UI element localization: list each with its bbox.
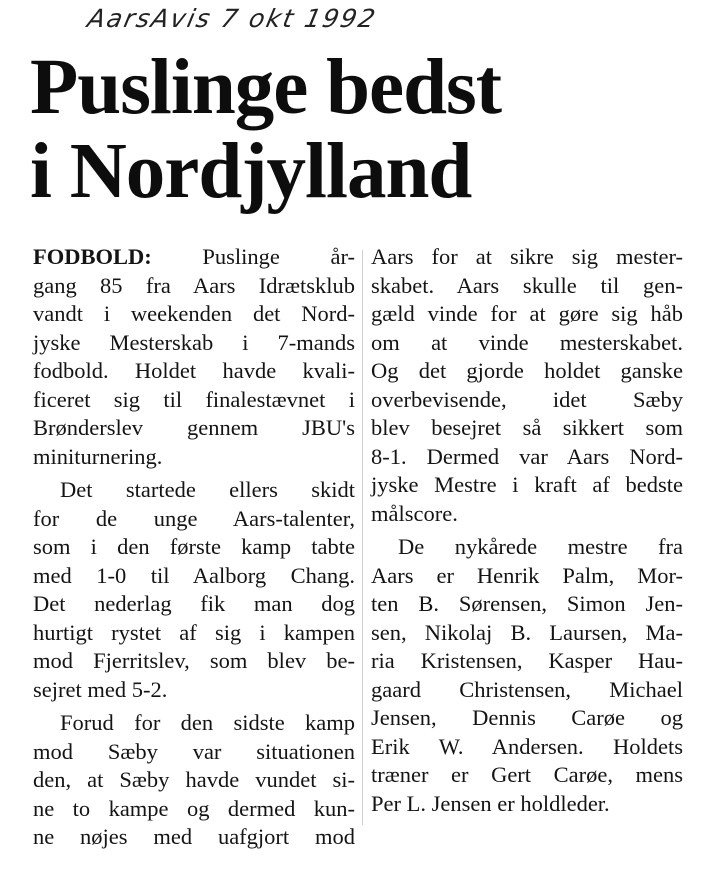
article-line: træner er Gert Carøe, mens	[371, 762, 683, 787]
article-line: ria Kristensen, Kasper Hau-	[371, 648, 683, 673]
article-line: jyske Mestre i kraft af bedste	[371, 472, 683, 497]
article-paragraph-2	[33, 476, 355, 704]
article-line: den, at Sæby havde vundet si-	[33, 767, 355, 792]
article-paragraph-3	[33, 709, 355, 852]
article-line: skabet. Aars skulle til gen-	[371, 272, 683, 298]
article-line: Det startede ellers skidt	[60, 477, 355, 502]
article-line: sejret med 5-2.	[33, 676, 168, 702]
article-line-text: Puslinge år-	[202, 244, 356, 269]
article-line: Per L. Jensen er holdleder.	[371, 790, 610, 816]
article-line: mod Fjerritslev, som blev be-	[33, 648, 355, 673]
article-line: ficeret sig til finalestævnet i	[33, 386, 355, 412]
headline	[30, 46, 690, 214]
article-column-right	[371, 243, 683, 818]
column-divider	[362, 250, 363, 825]
article-line: hurtigt rystet af sig i kampen	[33, 619, 355, 645]
article-line: Og det gjorde holdet ganske	[371, 358, 683, 383]
article-line: målscore.	[371, 500, 458, 526]
article-line: mod Sæby var situationen	[33, 738, 355, 764]
article-line: vandt i weekenden det Nord-	[33, 301, 355, 326]
article-line: med 1-0 til Aalborg Chang.	[33, 562, 355, 588]
article-line: ne to kampe og dermed kun-	[33, 795, 355, 821]
article-line: sen, Nikolaj B. Laursen, Ma-	[371, 619, 683, 645]
article-line: som i den første kamp tabte	[33, 534, 355, 559]
article-paragraph-1	[33, 243, 355, 471]
handwritten-source-note: AarsAvis 7 okt 1992	[84, 4, 380, 33]
article-line: Erik W. Andersen. Holdets	[371, 733, 683, 759]
section-kicker: FODBOLD:	[33, 244, 152, 269]
article-line: gæld vinde for at gøre sig håb	[371, 301, 683, 326]
article-line: overbevisende, idet Sæby	[371, 386, 683, 412]
headline-line-2: i Nordjylland	[30, 128, 472, 215]
article-line: jyske Mesterskab i 7-mands	[33, 329, 355, 355]
article-line: Brønderslev gennem JBU's	[33, 415, 355, 440]
article-line: gang 85 fra Aars Idrætsklub	[33, 272, 355, 298]
article-line: miniturnering.	[33, 443, 163, 469]
article-line: Aars for at sikre sig mester-	[371, 244, 683, 269]
article-line: Forud for den sidste kamp	[60, 710, 355, 735]
article-line: ten B. Sørensen, Simon Jen-	[371, 591, 683, 616]
article-line: De nykårede mestre fra	[398, 534, 683, 559]
article-line: for de unge Aars-talenter,	[33, 505, 355, 531]
article-line: fodbold. Holdet havde kvali-	[33, 358, 355, 383]
article-line: Jensen, Dennis Carøe og	[371, 705, 683, 730]
article-paragraph-5	[371, 533, 683, 818]
article-line	[33, 243, 355, 272]
article-line: Det nederlag fik man dog	[33, 591, 355, 616]
article-line: Aars er Henrik Palm, Mor-	[371, 562, 683, 588]
article-paragraph-4	[371, 243, 683, 528]
article-line: 8-1. Dermed var Aars Nord-	[371, 443, 683, 469]
article-column-left	[33, 243, 355, 852]
article-line: blev besejret så sikkert som	[371, 415, 683, 440]
headline-line-1: Puslinge bedst	[30, 44, 502, 131]
article-line: ne nøjes med uafgjort mod	[33, 824, 355, 849]
article-line: gaard Christensen, Michael	[371, 676, 683, 702]
article-line: om at vinde mesterskabet.	[371, 329, 683, 355]
